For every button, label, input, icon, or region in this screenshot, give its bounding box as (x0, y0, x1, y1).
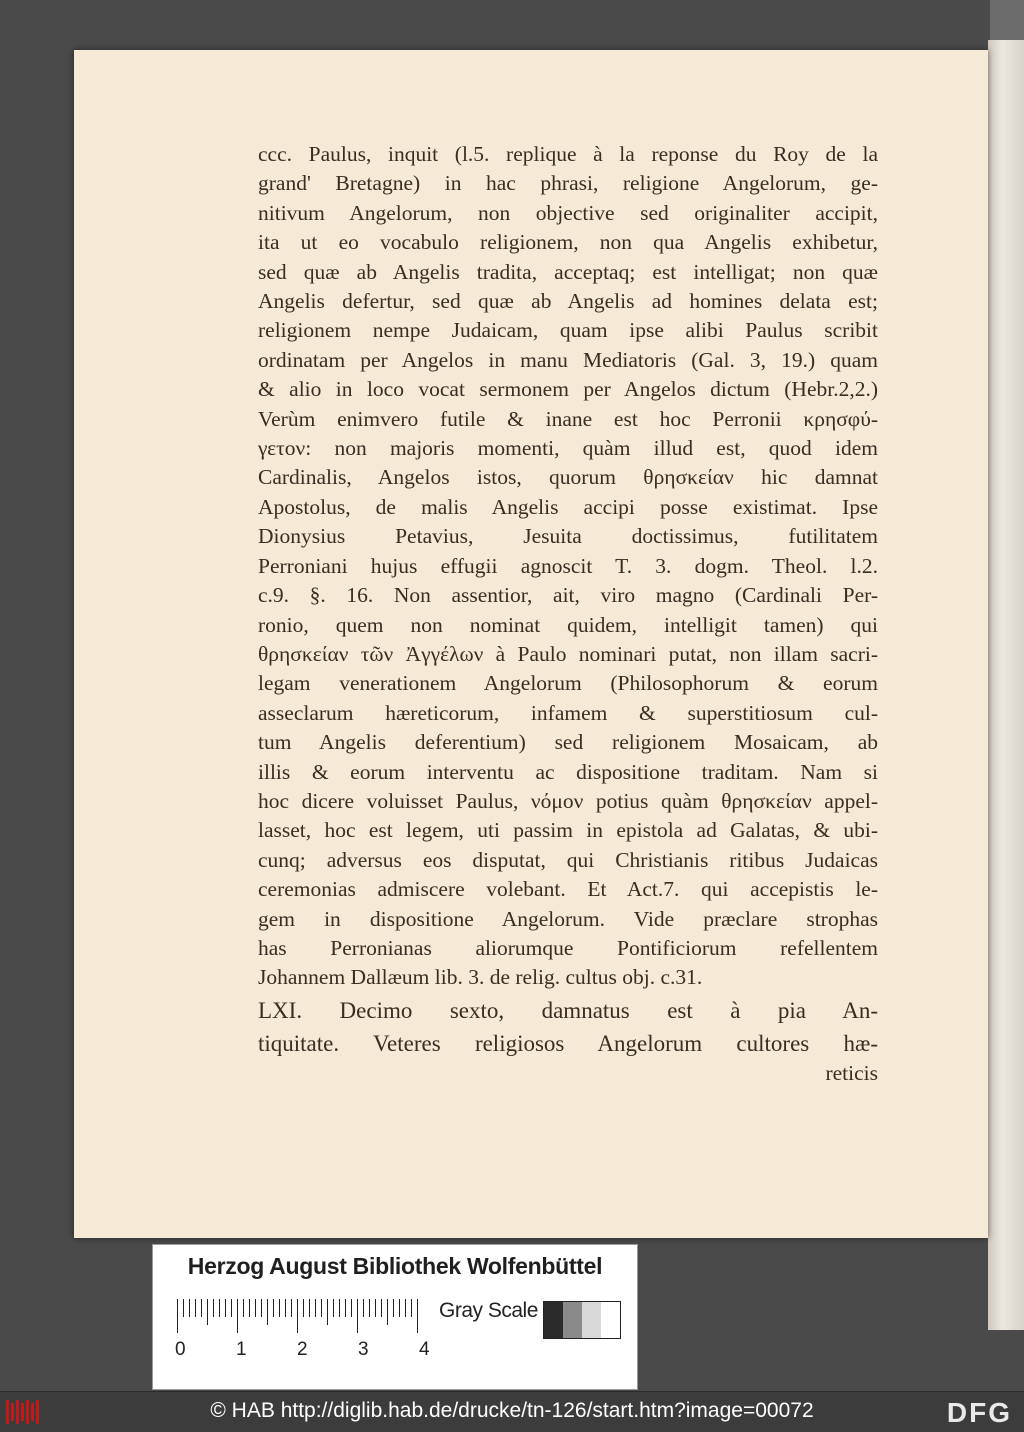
ruler-tick (309, 1299, 310, 1317)
ruler-tick (255, 1299, 256, 1317)
text-line: gem in dispositione Angelorum. Vide præclare strophas (258, 906, 878, 931)
gray-swatch (563, 1302, 582, 1338)
ruler-tick (261, 1299, 262, 1317)
section-line: tiquitate. Veteres religiosos Angelorum cultores hæ- (258, 1030, 878, 1056)
ruler-tick (297, 1299, 298, 1333)
ruler-tick (225, 1299, 226, 1317)
ruler-number: 3 (358, 1339, 369, 1360)
ruler-tick (363, 1299, 364, 1317)
ruler-tick (219, 1299, 220, 1317)
ruler-tick (237, 1299, 238, 1333)
ruler-tick (279, 1299, 280, 1317)
text-line: ccc. Paulus, inquit (l.5. replique à la reponse du Roy de la (258, 142, 878, 166)
page-text (258, 140, 878, 1088)
dfg-logo: DFG (946, 1397, 1012, 1428)
text-line: nitivum Angelorum, non objective sed originaliter accipit, (258, 200, 878, 225)
ruler-tick (393, 1299, 394, 1317)
ruler-tick (399, 1299, 400, 1317)
ruler-tick (285, 1299, 286, 1317)
ruler-tick (303, 1299, 304, 1317)
ruler-tick (315, 1299, 316, 1317)
ruler-tick (417, 1299, 418, 1333)
text-line: sed quæ ab Angelis tradita, acceptaq; est intelligat; non quæ (258, 259, 878, 284)
ruler-tick (231, 1299, 232, 1317)
text-line: tum Angelis deferentium) sed religionem Mosaicam, ab (258, 730, 878, 755)
text-line: religionem nempe Judaicam, quam ipse alibi Paulus scribit (258, 318, 878, 343)
ruler-tick (357, 1299, 358, 1333)
text-line: & alio in loco vocat sermonem per Angelos dictum (Hebr.2,2.) (258, 377, 878, 402)
ruler-number: 4 (419, 1339, 430, 1360)
ruler-tick (291, 1299, 292, 1317)
ruler-tick (243, 1299, 244, 1317)
text-line: ceremonias admiscere volebant. Et Act.7. qui accepistis le- (258, 877, 878, 902)
ruler-tick (267, 1299, 268, 1325)
ruler-tick (321, 1299, 322, 1317)
gray-swatch (582, 1302, 601, 1338)
gray-scale-swatches (543, 1301, 621, 1339)
text-line: illis & eorum interventu ac dispositione traditam. Nam si (258, 759, 878, 784)
gray-swatch (601, 1302, 620, 1338)
ruler-number: 2 (297, 1339, 308, 1360)
ruler-tick (351, 1299, 352, 1317)
ruler-tick (183, 1299, 184, 1317)
ruler-tick (195, 1299, 196, 1317)
text-line: c.9. §. 16. Non assentior, ait, viro magno (Cardinali Per- (258, 583, 878, 608)
text-line: asseclarum hæreticorum, infamem & superstitiosum cul- (258, 700, 878, 725)
text-line: lasset, hoc est legem, uti passim in epistola ad Galatas, & ubi- (258, 818, 878, 843)
library-label-card (152, 1244, 638, 1390)
gray-scale-label: Gray Scale (439, 1299, 538, 1322)
text-line: hoc dicere voluisset Paulus, νόμον potius quàm θρησκείαν appel- (258, 788, 878, 813)
ruler-tick (327, 1299, 328, 1325)
text-line: γετον: non majoris momenti, quàm illud est, quod idem (258, 436, 878, 461)
library-name: Herzog August Bibliothek Wolfenbüttel (187, 1253, 603, 1279)
text-line: θρησκείαν τῶν Ἀγγέλων à Paulo nominari putat, non illam sacri- (258, 641, 878, 666)
ruler-tick (177, 1299, 178, 1333)
scale-ruler (177, 1299, 427, 1333)
text-line: cunq; adversus eos disputat, qui Christianis ritibus Judaicas (258, 847, 878, 872)
text-line: Johannem Dallæum lib. 3. de relig. cultus obj. c.31. (258, 965, 703, 990)
ruler-tick (249, 1299, 250, 1317)
ruler-tick (189, 1299, 190, 1317)
footer-bar (0, 1391, 1024, 1432)
text-line: ronio, quem non nominat quidem, intelligit tamen) qui (258, 612, 878, 637)
ruler-tick (369, 1299, 370, 1317)
text-line: legam venerationem Angelorum (Philosophorum & eorum (258, 671, 878, 696)
ruler-tick (213, 1299, 214, 1317)
ruler-tick (333, 1299, 334, 1317)
text-line: Verùm enimvero futile & inane est hoc Perronii κρησφύ- (258, 406, 878, 431)
ruler-numbers (171, 1339, 451, 1363)
ruler-tick (387, 1299, 388, 1325)
text-line: Perroniani hujus effugii agnoscit T. 3. dogm. Theol. l.2. (258, 553, 878, 578)
text-line: ita ut eo vocabulo religionem, non qua Angelis exhibetur, (258, 230, 878, 255)
ruler-tick (273, 1299, 274, 1317)
scan-background-strip (990, 0, 1024, 40)
ruler-tick (207, 1299, 208, 1325)
ruler-tick (375, 1299, 376, 1317)
ruler-number: 1 (236, 1339, 247, 1360)
footer-copyright-url[interactable]: © HAB http://diglib.hab.de/drucke/tn-126/start.htm?image=00072 (210, 1399, 814, 1422)
ruler-tick (339, 1299, 340, 1317)
text-line: has Perronianas aliorumque Pontificiorum refellentem (258, 935, 878, 960)
facing-page-edge (988, 40, 1024, 1330)
text-line: Apostolus, de malis Angelis accipi posse existimat. Ipse (258, 494, 878, 519)
catchword: reticis (825, 1060, 878, 1085)
text-line: Cardinalis, Angelos istos, quorum θρησκείαν hic damnat (258, 465, 878, 490)
text-line: grand' Bretagne) in hac phrasi, religione Angelorum, ge- (258, 171, 878, 196)
ruler-tick (411, 1299, 412, 1317)
ruler-tick (201, 1299, 202, 1317)
gray-swatch (544, 1302, 563, 1338)
text-line: ordinatam per Angelos in manu Mediatoris (Gal. 3, 19.) quam (258, 347, 878, 372)
ruler-number: 0 (175, 1339, 186, 1360)
text-line: Angelis defertur, sed quæ ab Angelis ad homines delata est; (258, 289, 878, 314)
ruler-tick (345, 1299, 346, 1317)
ruler-tick (405, 1299, 406, 1317)
section-line: LXI. Decimo sexto, damnatus est à pia An- (258, 997, 878, 1023)
ruler-tick (381, 1299, 382, 1317)
text-line: Dionysius Petavius, Jesuita doctissimus, futilitatem (258, 524, 878, 549)
